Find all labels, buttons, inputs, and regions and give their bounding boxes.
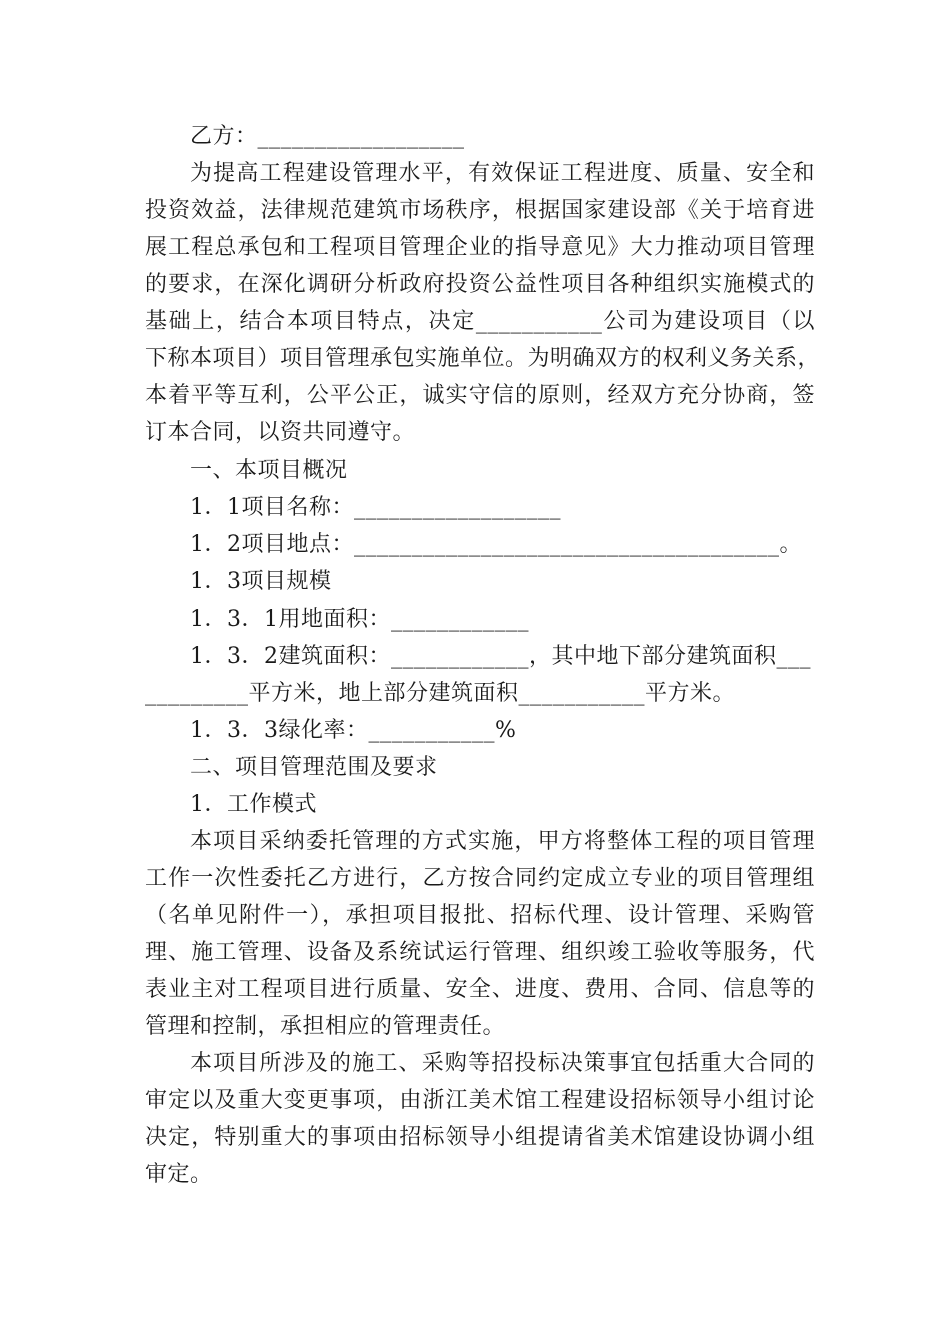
item-green-rate: 1．3．3绿化率：___________% <box>190 718 517 743</box>
item-land-area: 1．3．1用地面积：____________ <box>190 607 529 632</box>
intro-line: 本着平等互利，公平公正，诚实守信的原则，经双方充分协商，签 <box>145 383 815 408</box>
intro-line: 的要求，在深化调研分析政府投资公益性项目各种组织实施模式的 <box>145 272 815 297</box>
para1-line: 本项目采纳委托管理的方式实施，甲方将整体工程的项目管理 <box>190 829 815 854</box>
intro-line: 为提高工程建设管理水平，有效保证工程进度、质量、安全和 <box>190 161 815 186</box>
intro-line: 基础上，结合本项目特点，决定___________公司为建设项目（以 <box>145 309 815 334</box>
item-building-area: 1．3．2建筑面积：____________，其中地下部分建筑面积___ <box>190 644 811 669</box>
para1-line: （名单见附件一），承担项目报批、招标代理、设计管理、采购管 <box>145 903 815 928</box>
para2-line: 本项目所涉及的施工、采购等招投标决策事宜包括重大合同的 <box>190 1051 815 1076</box>
para2-line: 决定，特别重大的事项由招标领导小组提请省美术馆建设协调小组 <box>145 1125 815 1150</box>
para1-line: 表业主对工程项目进行质量、安全、进度、费用、合同、信息等的 <box>145 977 815 1002</box>
para2-line: 审定以及重大变更事项，由浙江美术馆工程建设招标领导小组讨论 <box>145 1088 815 1113</box>
para1-line: 管理和控制，承担相应的管理责任。 <box>145 1014 506 1039</box>
para2-line: 审定。 <box>145 1162 213 1187</box>
section-2-heading: 二、项目管理范围及要求 <box>190 755 438 780</box>
para1-line: 理、施工管理、设备及系统试运行管理、组织竣工验收等服务，代 <box>145 940 815 965</box>
item-project-location: 1．2项目地点：_____________________________________。 <box>190 532 802 557</box>
intro-line: 订本合同，以资共同遵守。 <box>145 420 416 445</box>
item-project-scale: 1．3项目规模 <box>190 569 332 594</box>
intro-line: 展工程总承包和工程项目管理企业的指导意见》大力推动项目管理 <box>145 235 815 260</box>
subsection-work-mode: 1．工作模式 <box>190 792 317 817</box>
item-project-name: 1．1项目名称：__________________ <box>190 495 561 520</box>
intro-line: 投资效益，法律规范建筑市场秩序，根据国家建设部《关于培育进 <box>145 198 815 223</box>
para1-line: 工作一次性委托乙方进行，乙方按合同约定成立专业的项目管理组 <box>145 866 815 891</box>
item-building-area-cont: _________平方米，地上部分建筑面积___________平方米。 <box>145 681 736 706</box>
section-1-heading: 一、本项目概况 <box>190 458 348 483</box>
intro-line: 下称本项目）项目管理承包实施单位。为明确双方的权利义务关系， <box>145 346 821 371</box>
party-b-line: 乙方：__________________ <box>190 124 465 149</box>
